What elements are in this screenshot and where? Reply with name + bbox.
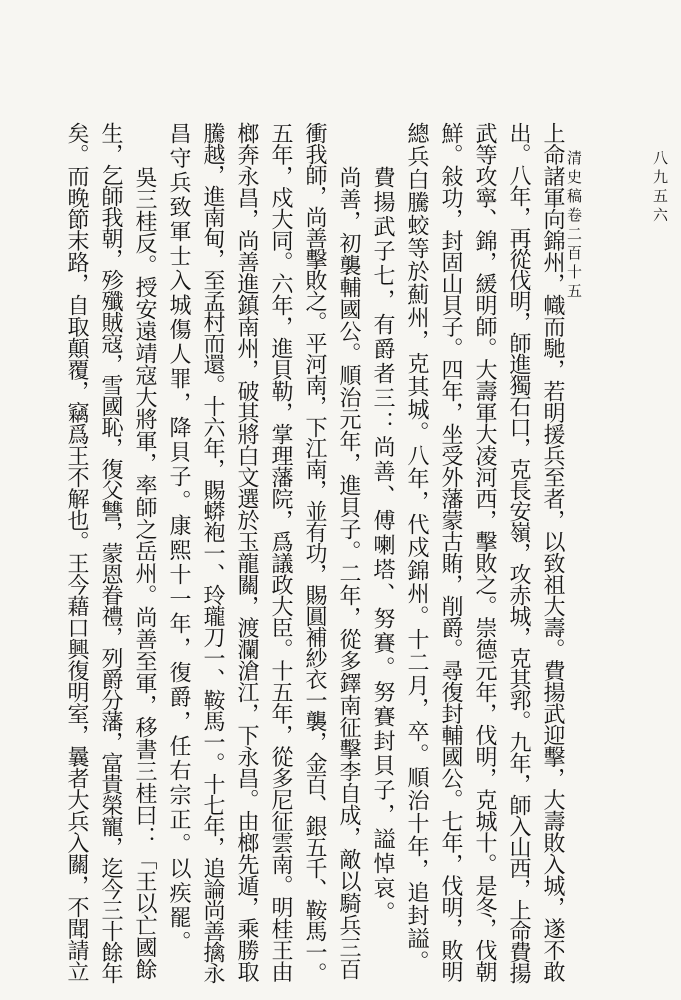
text-column: 矣。而晚節末路，自取顛覆，竊爲王不解也。王今藉口興復明室，曩者大兵入關，不聞請立 xyxy=(64,122,89,982)
text-column: 榔奔永昌，尚善進鎮南州，破其將白文選於玉龍關，渡瀾滄江，下永昌。由榔先遁，乘勝取 xyxy=(234,122,259,982)
text-column: 總兵白騰蛟等於薊州，克其城。八年，代戍錦州。十二月，卒。順治十年，追封謚。 xyxy=(404,122,429,973)
text-column: 生，乞師我朝，殄殲賊寇，雪國恥，復父讐，蒙恩眷禮，列爵分藩，富貴榮寵，迄今三十餘年 xyxy=(98,122,123,983)
text-column: 出。八年，再從伐明，師進獨石口，克長安嶺，攻赤城，克其郛。九年，師入山西，上命費揚 xyxy=(506,122,531,983)
text-column: 昌守兵致軍士入城傷人罪，降貝子。康熙十一年，復爵，任右宗正。以疾罷。 xyxy=(166,122,191,955)
text-column: 尚善，初襲輔國公。順治元年，進貝子。二年，從多鐸南征擊李自成，敵以騎兵三百 xyxy=(336,166,361,980)
text-column: 吳三桂反。授安遠靖寇大將軍，率師之岳州。尚善至軍，移書三桂曰：「王以亡國餘 xyxy=(132,166,157,980)
text-column: 武等攻寧、錦，緩明師。大壽軍大凌河西，擊敗之。崇德元年，伐明，克城十。是冬，伐朝 xyxy=(472,122,497,982)
running-title: 清史稿卷二百十五 xyxy=(565,150,583,302)
text-column: 鮮。敍功，封固山貝子。四年，坐受外藩蒙古賄，削爵。尋復封輔國公。七年，伐明，敗明 xyxy=(438,122,463,982)
text-column: 五年，戍大同。六年，進貝勒，掌理藩院，爲議政大臣。十五年，從多尼征雲南。明桂王由 xyxy=(268,122,293,982)
text-column: 騰越，進南甸，至孟村而還。十六年，賜蟒袍一、玲瓏刀一、鞍馬一。十七年，追論尚善擒永 xyxy=(200,122,225,983)
text-column: 衝我師，尚善擊敗之。平河南，下江南，並有功，賜圓補紗衣一襲，金百、銀五千、鞍馬一。 xyxy=(302,122,327,983)
text-column: 上命諸軍向錦州，幟而馳，若明援兵至者，以致祖大壽。費揚武迎擊，大壽敗入城，遂不敢 xyxy=(540,122,565,982)
text-column: 費揚武子七，有爵者三：尚善、傅喇塔、努賽。努賽封貝子，謚悼哀。 xyxy=(370,166,395,926)
page-number: 八九五六 xyxy=(651,150,669,226)
